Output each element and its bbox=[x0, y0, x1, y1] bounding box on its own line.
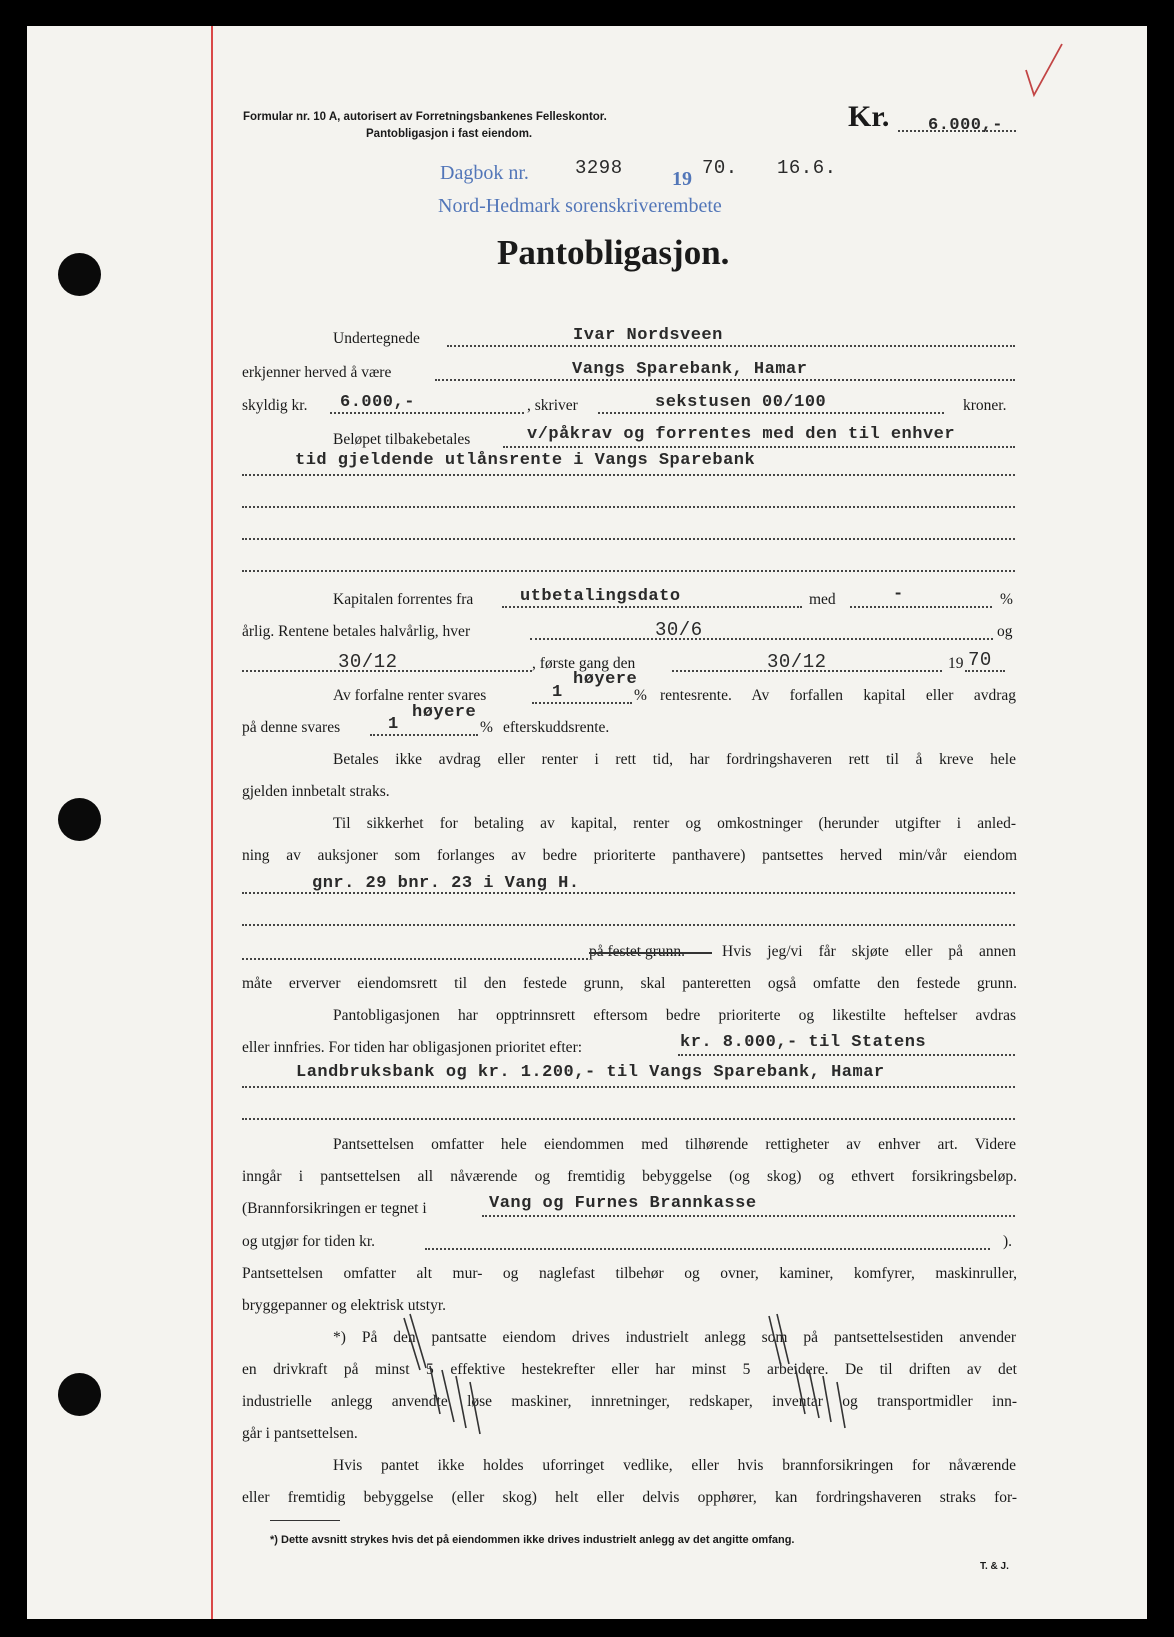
betales-line1: Betales ikke avdrag eller renter i rett tid, har fordringshaveren rett til å kreve hele bbox=[333, 751, 1016, 768]
arlig-label: årlig. Rentene betales halvårlig, hver bbox=[242, 623, 471, 640]
dagbok-number: 3298 bbox=[575, 157, 623, 179]
year-suffix: 70. bbox=[702, 157, 738, 179]
skyldig-line bbox=[330, 412, 524, 414]
handwritten-strikethrough-right bbox=[755, 1310, 895, 1440]
med-percent: % bbox=[1000, 591, 1013, 608]
omfatter-line2: inngår i pantsettelsen all nåværende og fremtidig bebyggelse (og skog) og ethvert forsikringsbeløp. bbox=[242, 1168, 1017, 1185]
court-office-stamp: Nord-Hedmark sorenskriverembete bbox=[438, 195, 722, 217]
handwritten-strikethrough-left bbox=[380, 1310, 520, 1440]
erkjenner-value: Vangs Sparebank, Hamar bbox=[572, 360, 808, 379]
omfatter-line1: Pantsettelsen omfatter hele eiendommen med tilhørende rettigheter av enhver art. Videre bbox=[333, 1136, 1016, 1153]
brann-value: Vang og Furnes Brannkasse bbox=[489, 1194, 757, 1213]
year-70-value: 70 bbox=[968, 649, 992, 671]
kr-label: Kr. bbox=[848, 100, 890, 133]
form-header-line1: Formular nr. 10 A, autorisert av Forretningsbankenes Felleskontor. bbox=[243, 111, 607, 123]
prioritet-line bbox=[678, 1054, 1015, 1056]
denne-line bbox=[370, 734, 478, 736]
document-title: Pantobligasjon. bbox=[497, 233, 730, 272]
blank-line-3 bbox=[242, 570, 1015, 572]
mur-line1: Pantsettelsen omfatter alt mur- og naglefast tilbehør og ovner, kaminer, komfyrer, maskinruller, bbox=[242, 1265, 1017, 1282]
denne-percent: % bbox=[480, 719, 493, 736]
belopet-label: Beløpet tilbakebetales bbox=[333, 431, 471, 448]
punch-hole-top bbox=[58, 253, 101, 296]
arlig-value: 30/6 bbox=[655, 619, 703, 641]
pantet-line2: eller fremtidig bebyggelse (eller skog) helt eller delvis opphører, kan fordringshaveren straks for- bbox=[242, 1489, 1017, 1506]
utgjor-label: og utgjør for tiden kr. bbox=[242, 1233, 376, 1250]
year-prefix: 19 bbox=[672, 168, 692, 190]
eiendom-line-2 bbox=[242, 924, 1015, 926]
belopet-value-line1: v/påkrav og forrentes med den til enhver bbox=[527, 425, 956, 444]
betales-line2: gjelden innbetalt straks. bbox=[242, 783, 390, 800]
year-19-label: 19 bbox=[948, 655, 964, 672]
festet-line bbox=[242, 958, 588, 960]
arlig-line bbox=[530, 638, 993, 640]
kapitalen-label: Kapitalen forrentes fra bbox=[333, 591, 474, 608]
kapitalen-value: utbetalingsdato bbox=[520, 587, 681, 606]
erkjenner-label: erkjenner herved å være bbox=[242, 364, 392, 381]
skyldig-label: skyldig kr. bbox=[242, 397, 308, 414]
footnote-rule bbox=[270, 1520, 340, 1521]
printer-mark: T. & J. bbox=[980, 1561, 1009, 1572]
undertegnede-line bbox=[447, 345, 1015, 347]
erkjenner-line bbox=[435, 379, 1015, 381]
forste-value: 30/12 bbox=[767, 651, 827, 673]
kr-amount: 6.000,- bbox=[928, 116, 1003, 135]
denne-value: 1 bbox=[388, 715, 399, 734]
strikethrough-festet bbox=[589, 952, 712, 954]
med-label: med bbox=[809, 591, 836, 608]
med-line bbox=[850, 606, 992, 608]
med-value: - bbox=[893, 585, 904, 604]
hvis-line1: Hvis jeg/vi får skjøte eller på annen bbox=[722, 943, 1016, 960]
undertegnede-value: Ivar Nordsveen bbox=[573, 326, 723, 345]
forfalne-label: Av forfalne renter svares bbox=[333, 687, 487, 704]
industri-line1: *) På den pantsatte eiendom drives industrielt anlegg som på pantsettelsestiden anvender bbox=[333, 1329, 1016, 1346]
brann-line bbox=[482, 1215, 1015, 1217]
forfalne-percent: % bbox=[634, 687, 647, 704]
prioritet-value1: kr. 8.000,- til Statens bbox=[680, 1033, 927, 1052]
sikkerhet-line2: ning av auksjoner som forlanges av bedre prioriterte panthavere) pantsettes herved min/vår eiendom bbox=[242, 847, 1017, 864]
blank-line-1 bbox=[242, 506, 1015, 508]
red-margin-line bbox=[211, 26, 213, 1619]
second-date-value: 30/12 bbox=[338, 651, 398, 673]
undertegnede-label: Undertegnede bbox=[333, 330, 420, 347]
skriver-value: sekstusen 00/100 bbox=[655, 393, 827, 412]
eiendom-value: gnr. 29 bnr. 23 i Vang H. bbox=[312, 874, 580, 893]
belopet-value-line2: tid gjeldende utlånsrente i Vangs Sparebank bbox=[295, 451, 756, 470]
forfalne-hoyere: høyere bbox=[573, 670, 638, 689]
handwritten-check-mark bbox=[1020, 40, 1070, 100]
prioritet-value2: Landbruksbank og kr. 1.200,- til Vangs Sparebank, Hamar bbox=[296, 1063, 885, 1082]
opptrinn-line1: Pantobligasjonen har opptrinnsrett eftersom bedre prioriterte og likestilte heftelser avdras bbox=[333, 1007, 1016, 1024]
hvis-line2: måte erverver eiendomsrett til den festede grunn, skal panteretten også omfatte den festede grunn. bbox=[242, 975, 1017, 992]
pantet-line1: Hvis pantet ikke holdes uforringet vedlike, eller hvis brannforsikringen for nåværende bbox=[333, 1457, 1016, 1474]
denne-label: på denne svares bbox=[242, 719, 341, 736]
skriver-label: , skriver bbox=[527, 397, 578, 414]
brann-label: (Brannforsikringen er tegnet i bbox=[242, 1200, 427, 1217]
utgjor-line bbox=[425, 1248, 990, 1250]
stamp-date: 16.6. bbox=[777, 157, 837, 179]
belopet-line bbox=[503, 446, 1015, 448]
forfalne-line bbox=[532, 702, 632, 704]
industri-line3: industrielle anlegg anvendte løse maskiner, innretninger, redskaper, inventar og transportmidler inn- bbox=[242, 1393, 1017, 1410]
rentesrente-label: rentesrente. Av forfallen kapital eller avdrag bbox=[660, 687, 1016, 704]
punch-hole-middle bbox=[58, 798, 101, 841]
kroner-label: kroner. bbox=[963, 397, 1007, 414]
dagbok-label: Dagbok nr. bbox=[440, 162, 529, 184]
sikkerhet-line1: Til sikkerhet for betaling av kapital, renter og omkostninger (herunder utgifter i anled- bbox=[333, 815, 1016, 832]
prioritet-line-3 bbox=[242, 1118, 1015, 1120]
industri-line2: en drivkraft på minst 5 effektive hestekrefter eller har minst 5 arbeidere. De til driften av det bbox=[242, 1361, 1017, 1378]
denne-hoyere: høyere bbox=[412, 703, 477, 722]
og-label: og bbox=[997, 623, 1013, 640]
blank-line-2 bbox=[242, 538, 1015, 540]
efterskudd-label: efterskuddsrente. bbox=[503, 719, 610, 736]
industri-line4: går i pantsettelsen. bbox=[242, 1425, 358, 1442]
skyldig-value: 6.000,- bbox=[340, 393, 415, 412]
form-header-line2: Pantobligasjon i fast eiendom. bbox=[366, 128, 533, 140]
belopet-line-2 bbox=[242, 474, 1015, 476]
prioritet-line-2 bbox=[242, 1086, 1015, 1088]
utgjor-end: ). bbox=[1003, 1233, 1013, 1250]
mur-line2: bryggepanner og elektrisk utstyr. bbox=[242, 1297, 447, 1314]
forste-label: , første gang den bbox=[532, 655, 636, 672]
kapitalen-line bbox=[502, 606, 802, 608]
punch-hole-bottom bbox=[58, 1373, 101, 1416]
opptrinn-line2: eller innfries. For tiden har obligasjonen prioritet efter: bbox=[242, 1039, 583, 1056]
skriver-line bbox=[598, 412, 944, 414]
footnote: *) Dette avsnitt strykes hvis det på eiendommen ikke drives industrielt anlegg av det angitte omfang. bbox=[270, 1534, 795, 1546]
forfalne-value: 1 bbox=[552, 683, 563, 702]
